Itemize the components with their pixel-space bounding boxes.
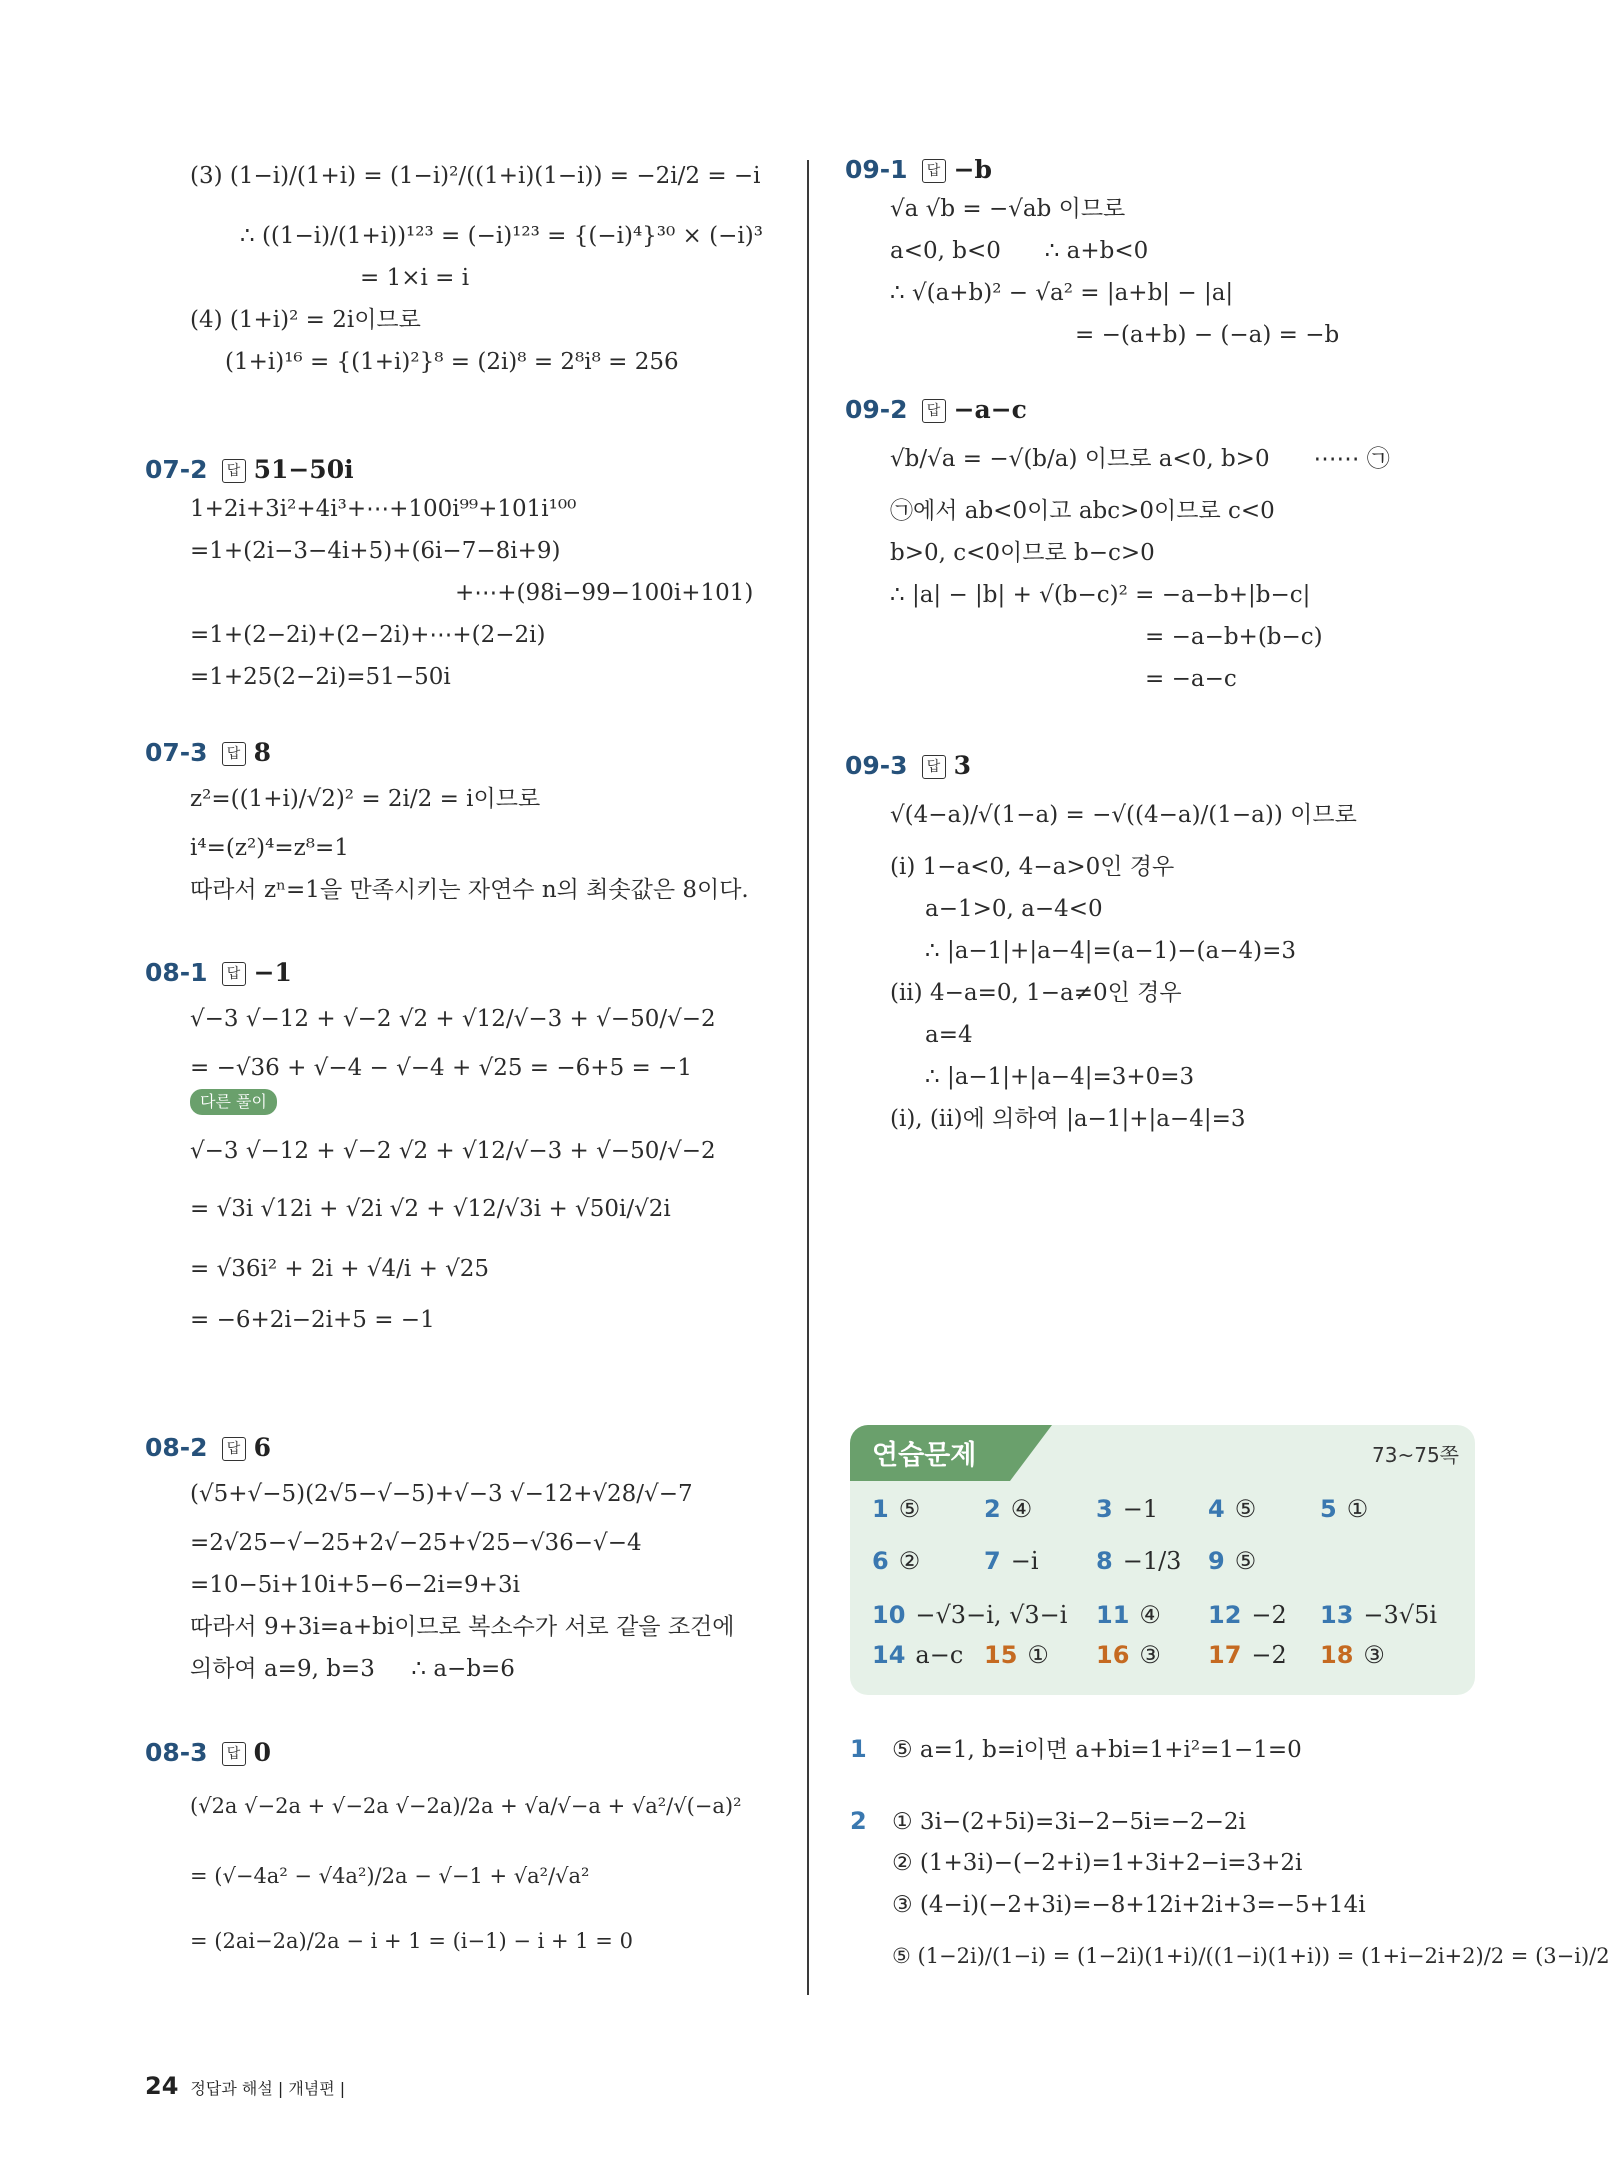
answer-number: 6 [872,1547,889,1575]
solution-line: (4) (1+i)² = 2i이므로 [190,307,421,333]
answer-item [872,1641,963,1669]
practice-title: 연습문제 [872,1440,977,1471]
solution-line: ⑤ a=1, b=i이면 a+bi=1+i²=1−1=0 [892,1737,1302,1763]
problem-08-1 [145,955,785,1341]
problem-heading [845,748,1485,784]
answer-item [1208,1547,1256,1575]
solution-line: i⁴=(z²)⁴=z⁸=1 [190,835,349,861]
solution-line: a−1>0, a−4<0 [925,896,1103,922]
answer-item [1320,1601,1437,1629]
answer-icon: 답 [222,1437,246,1461]
solution-line: ∴ |a−1|+|a−4|=3+0=3 [925,1064,1195,1090]
answer-icon: 답 [222,459,246,483]
answer-value: ③ [1139,1641,1161,1669]
problem-07-3 [145,735,785,911]
solution-line: √a √b = −√ab 이므로 [890,196,1126,222]
answer-value: 8 [253,738,271,767]
answer-number: 9 [1208,1547,1225,1575]
solution-line: √−3 √−12 + √−2 √2 + √12/√−3 + √−50/√−2 [190,1138,716,1164]
solution-line: = −a−c [1145,666,1237,692]
problem-number: 09-2 [845,395,908,424]
answer-item [872,1547,920,1575]
practice-solution-1 [850,1728,1490,1770]
answer-value: −a−c [953,395,1027,424]
problem-number: 09-3 [845,751,908,780]
answer-value: a−c [915,1641,964,1669]
problem-08-2 [145,1430,785,1690]
answer-value: ② [898,1547,921,1575]
answer-number: 18 [1320,1641,1354,1669]
answer-item [872,1495,920,1523]
solution-line: (3) (1−i)/(1+i) = (1−i)²/((1+i)(1−i)) = −2i/2 = −i [190,163,761,189]
answer-number: 7 [984,1547,1001,1575]
solution-line: =10−5i+10i+5−6−2i=9+3i [190,1572,520,1598]
solution-line: √(4−a)/√(1−a) = −√((4−a)/(1−a)) 이므로 [890,802,1357,828]
answer-value: −2 [1251,1641,1287,1669]
answer-item [1096,1495,1158,1523]
answer-value: −1/3 [1122,1547,1182,1575]
solution-line: 따라서 zⁿ=1을 만족시키는 자연수 n의 최솟값은 8이다. [190,877,749,903]
answer-number: 12 [1208,1601,1242,1629]
answer-value: ① [1027,1641,1049,1669]
solution-line: ⑤ (1−2i)/(1−i) = (1−2i)(1+i)/((1−i)(1+i)) = (1+i−2i+2)/2 = (3−i)/2 [892,1944,1610,1968]
problem-number: 08-2 [145,1433,208,1462]
solution-line: (ⅱ) 4−a=0, 1−a≠0인 경우 [890,980,1182,1006]
solution-line: (ⅰ), (ⅱ)에 의하여 |a−1|+|a−4|=3 [890,1106,1246,1132]
solution-line: =2√25−√−25+2√−25+√25−√36−√−4 [190,1530,642,1556]
solution-line: ② (1+3i)−(−2+i)=1+3i+2−i=3+2i [892,1850,1303,1876]
answer-number: 1 [872,1495,889,1523]
problem-number: 07-2 [145,455,208,484]
answer-value: 3 [953,751,971,780]
problem-heading [145,735,785,771]
answer-value: −i [1010,1547,1039,1575]
answer-value: ⑤ [1234,1547,1257,1575]
problem-09-3 [845,748,1485,1140]
problem-09-1 [845,152,1485,356]
problem-heading [845,152,1485,188]
alt-solution-badge: 다른 풀이 [190,1089,277,1115]
page-footer [145,2072,345,2100]
problem-heading [145,452,785,488]
answer-number: 11 [1096,1601,1130,1629]
answer-item [1208,1495,1256,1523]
answer-value: −√3−i, √3−i [915,1601,1068,1629]
solution-line: ① 3i−(2+5i)=3i−2−5i=−2−2i [892,1809,1246,1835]
answer-icon: 답 [922,159,946,183]
answer-value: −1 [1122,1495,1159,1523]
answer-value: 0 [253,1738,271,1767]
solution-line: = (2ai−2a)/2a − i + 1 = (i−1) − i + 1 = 0 [190,1929,633,1953]
answer-icon: 답 [222,962,246,986]
answer-item [1208,1601,1287,1629]
answer-value: 6 [253,1433,271,1462]
answer-item [1096,1547,1181,1575]
answer-value: −b [953,155,992,184]
problem-08-3 [145,1735,785,1971]
answer-value: ④ [1010,1495,1033,1523]
continuation-block [190,155,763,383]
solution-line: √−3 √−12 + √−2 √2 + √12/√−3 + √−50/√−2 [190,1006,716,1032]
solution-line: (√2a √−2a + √−2a √−2a)/2a + √a/√−a + √a²/√(−a)² [190,1794,742,1818]
solution-line: = √3i √12i + √2i √2 + √12/√3i + √50i/√2i [190,1196,671,1222]
problem-heading [845,392,1485,428]
solution-line: a<0, b<0 ∴ a+b<0 [890,238,1149,264]
practice-solution-2 [850,1800,1610,1986]
practice-tab-corner [1010,1425,1052,1481]
answer-number: 8 [1096,1547,1113,1575]
answer-icon: 답 [922,755,946,779]
solution-line: ∴ |a−1|+|a−4|=(a−1)−(a−4)=3 [925,938,1297,964]
answer-icon: 답 [222,1742,246,1766]
solution-line: = −6+2i−2i+5 = −1 [190,1307,435,1333]
solution-line: =1+(2−2i)+(2−2i)+⋯+(2−2i) [190,622,546,648]
problem-07-2 [145,452,785,698]
problem-number: 08-1 [145,958,208,987]
solution-line: ∴ |a| − |b| + √(b−c)² = −a−b+|b−c| [890,582,1311,608]
solution-line: = −(a+b) − (−a) = −b [1075,322,1340,348]
problem-heading [145,1735,785,1771]
answer-item [872,1601,1067,1629]
answer-value: −1 [253,958,292,987]
alt-solution-row [145,1089,785,1123]
answer-value: 51−50i [253,455,354,484]
answer-icon: 답 [922,399,946,423]
answer-value: ⑤ [898,1495,921,1523]
problem-number: 08-3 [145,1738,208,1767]
answer-value: ⑤ [1234,1495,1257,1523]
answer-item [1320,1495,1368,1523]
answer-value: −2 [1251,1601,1287,1629]
answer-number: 4 [1208,1495,1225,1523]
problem-number: 07-3 [145,738,208,767]
solution-number: 2 [850,1807,867,1835]
solution-line: ∴ ((1−i)/(1+i))¹²³ = (−i)¹²³ = {(−i)⁴}³⁰ × (−i)³ [240,223,763,249]
answer-number: 3 [1096,1495,1113,1523]
solution-line: +⋯+(98i−99−100i+101) [455,580,754,606]
solution-line: a=4 [925,1022,973,1048]
solution-line: (√5+√−5)(2√5−√−5)+√−3 √−12+√28/√−7 [190,1481,693,1507]
problem-09-2 [845,392,1485,700]
solution-line: = −a−b+(b−c) [1145,624,1323,650]
answer-number: 16 [1096,1641,1130,1669]
solution-number: 1 [850,1735,867,1763]
practice-answers-box [850,1425,1475,1695]
answer-value: ④ [1139,1601,1161,1629]
answer-number: 13 [1320,1601,1354,1629]
answer-number: 15 [984,1641,1018,1669]
answer-value: ③ [1363,1641,1385,1669]
answer-item [1096,1641,1161,1669]
solution-line: b>0, c<0이므로 b−c>0 [890,540,1155,566]
answer-number: 17 [1208,1641,1242,1669]
answer-value: −3√5i [1363,1601,1438,1629]
solution-line: = (√−4a² − √4a²)/2a − √−1 + √a²/√a² [190,1864,590,1888]
solution-line: ∴ √(a+b)² − √a² = |a+b| − |a| [890,280,1234,306]
solution-line: = √36i² + 2i + √4/i + √25 [190,1256,490,1282]
problem-heading [145,1430,785,1466]
solution-line: = −√36 + √−4 − √−4 + √25 = −6+5 = −1 [190,1055,693,1081]
answer-item [984,1547,1039,1575]
solution-line: z²=((1+i)/√2)² = 2i/2 = i이므로 [190,786,541,812]
solution-line: =1+25(2−2i)=51−50i [190,664,451,690]
answer-item [1320,1641,1385,1669]
answer-icon: 답 [222,742,246,766]
solution-line: 의하여 a=9, b=3 ∴ a−b=6 [190,1656,515,1682]
answer-number: 14 [872,1641,906,1669]
problem-heading [145,955,785,991]
problem-number: 09-1 [845,155,908,184]
solution-line: (ⅰ) 1−a<0, 4−a>0인 경우 [890,854,1175,880]
solution-line: = 1×i = i [360,265,470,291]
solution-line: ㉠에서 ab<0이고 abc>0이므로 c<0 [890,498,1275,524]
answer-item [984,1641,1049,1669]
page-number: 24 [145,2072,179,2100]
solution-line: (1+i)¹⁶ = {(1+i)²}⁸ = (2i)⁸ = 2⁸i⁸ = 256 [225,349,679,375]
column-divider [807,160,809,1995]
answer-item [1096,1601,1161,1629]
solution-line: 따라서 9+3i=a+bi이므로 복소수가 서로 같을 조건에 [190,1614,735,1640]
practice-pages: 73~75쪽 [1372,1443,1459,1467]
answer-number: 2 [984,1495,1001,1523]
answer-item [1208,1641,1287,1669]
solution-line: ③ (4−i)(−2+3i)=−8+12i+2i+3=−5+14i [892,1892,1366,1918]
answer-item [984,1495,1032,1523]
solution-line: =1+(2i−3−4i+5)+(6i−7−8i+9) [190,538,561,564]
solution-line: 1+2i+3i²+4i³+⋯+100i⁹⁹+101i¹⁰⁰ [190,496,577,522]
solution-line: √b/√a = −√(b/a) 이므로 a<0, b>0 ⋯⋯ ㉠ [890,446,1390,472]
answer-number: 10 [872,1601,906,1629]
footer-text: 정답과 해설 | 개념편 | [190,2079,346,2098]
answer-value: ① [1346,1495,1369,1523]
answer-number: 5 [1320,1495,1337,1523]
